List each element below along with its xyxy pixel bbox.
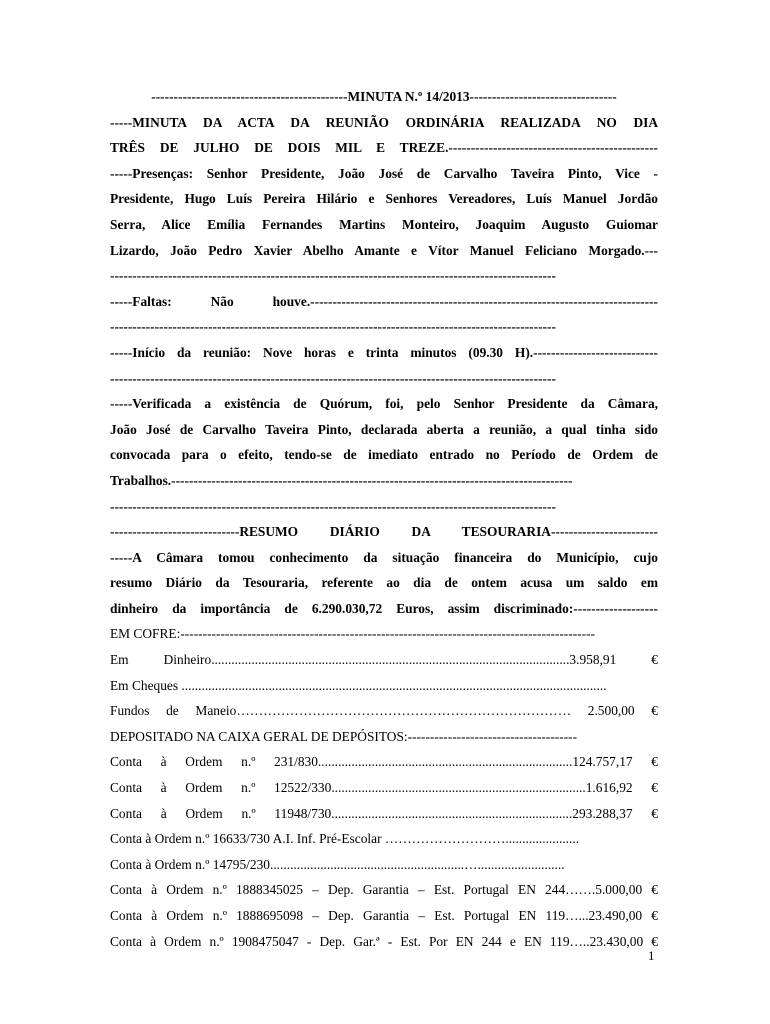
separator-line: ---------------------------------------------------------------------------------------------------- — [110, 370, 556, 386]
quorum-line-4: Trabalhos.------------------------------------------------------------------------------------------ — [110, 472, 573, 488]
account-line: Conta à Ordem n.º 1908475047 - Dep. Gar.ª - Est. Por EN 244 e EN 119…..23.430,00 € — [110, 933, 658, 949]
account-line: Conta à Ordem n.º 231/830............................................................................124.757,17 € — [110, 754, 658, 770]
safe-heading: EM COFRE:--------------------------------------------------------------------------------------------- — [110, 626, 596, 642]
account-line: Conta à Ordem n.º 12522/330............................................................................1.616,92 € — [110, 780, 658, 796]
quorum-line-3: convocada para o efeito, tendo-se de imediato entrado no Período de Ordem de — [110, 447, 658, 463]
treasury-summary-heading: -----------------------------RESUMO DIÁRIO DA TESOURARIA------------------------ — [110, 524, 658, 540]
minute-title-line-2: TRÊS DE JULHO DE DOIS MIL E TREZE.----------------------------------------------- — [110, 140, 658, 156]
separator-line: ---------------------------------------------------------------------------------------------------- — [110, 498, 556, 514]
account-line: Conta à Ordem n.º 1888695098 – Dep. Garantia – Est. Portugal EN 119…...23.490,00 € — [110, 908, 658, 923]
petty-cash-line: Fundos de Maneio………………………………………………………………… 2.500,00 € — [110, 703, 658, 719]
account-line: Conta à Ordem n.º 16633/730 A.I. Inf. Pré-Escolar ………………………...................... — [110, 831, 580, 847]
document-page — [110, 84, 658, 954]
account-line: Conta à Ordem n.º 1888345025 – Dep. Garantia – Est. Portugal EN 244…….5.000,00 € — [110, 882, 658, 898]
attendance-line-1: -----Presenças: Senhor Presidente, João José de Carvalho Taveira Pinto, Vice - — [110, 165, 658, 181]
cheques-line: Em Cheques ............................................................................................................................... — [110, 677, 607, 693]
attendance-line-2: Presidente, Hugo Luís Pereira Hilário e Senhores Vereadores, Luís Manuel Jordão — [110, 191, 658, 207]
separator-line: ---------------------------------------------------------------------------------------------------- — [110, 268, 556, 284]
cash-line: Em Dinheiro...........................................................................................................3.958,91 € — [110, 652, 658, 668]
minute-number-heading: --------------------------------------------MINUTA N.º 14/2013--------------------------------- — [151, 89, 617, 104]
account-line: Conta à Ordem n.º 14795/230..........................................................….......................... — [110, 856, 565, 872]
quorum-line-2: João José de Carvalho Taveira Pinto, declarada aberta a reunião, a qual tinha sido — [110, 421, 658, 437]
page-number: 1 — [648, 948, 655, 963]
bank-deposits-heading: DEPOSITADO NA CAIXA GERAL DE DEPÓSITOS:-------------------------------------- — [110, 728, 578, 744]
treasury-paragraph-line-1: -----A Câmara tomou conhecimento da situação financeira do Município, cujo — [110, 549, 658, 565]
treasury-paragraph-line-3: dinheiro da importância de 6.290.030,72 Euros, assim discriminado:------------------- — [110, 600, 658, 616]
minute-title-line-1: -----MINUTA DA ACTA DA REUNIÃO ORDINÁRIA REALIZADA NO DIA — [110, 114, 658, 130]
treasury-paragraph-line-2: resumo Diário da Tesouraria, referente ao dia de ontem acusa um saldo em — [110, 575, 658, 591]
quorum-line-1: -----Verificada a existência de Quórum, foi, pelo Senhor Presidente da Câmara, — [110, 396, 658, 412]
attendance-line-3: Serra, Alice Emília Fernandes Martins Monteiro, Joaquim Augusto Guiomar — [110, 216, 658, 232]
absences-line: -----Faltas: Não houve.------------------------------------------------------------------------------ — [110, 293, 658, 309]
account-line: Conta à Ordem n.º 11948/730........................................................................293.288,37 € — [110, 805, 658, 821]
attendance-line-4: Lizardo, João Pedro Xavier Abelho Amante e Vítor Manuel Feliciano Morgado.--- — [110, 242, 658, 258]
meeting-start-line: -----Início da reunião: Nove horas e trinta minutos (09.30 H).---------------------------- — [110, 344, 658, 360]
separator-line: ---------------------------------------------------------------------------------------------------- — [110, 319, 556, 335]
